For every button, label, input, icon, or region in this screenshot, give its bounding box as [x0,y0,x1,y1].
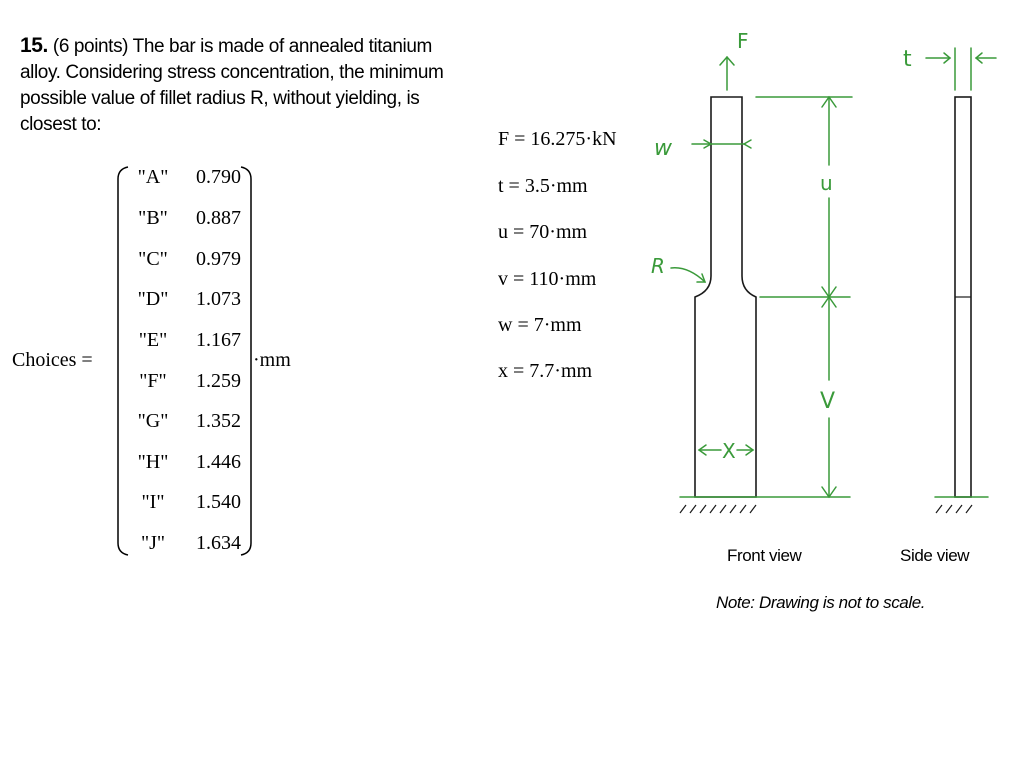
given-v: v = 110·mm [498,268,597,290]
choice-label: "A" [137,166,169,188]
given-force: F = 16.275·kN [498,128,617,150]
choice-value: 1.073 [196,288,241,310]
label-x: X [722,439,736,463]
given-x: x = 7.7·mm [498,360,593,382]
choice-label: "B" [138,207,168,229]
choice-label: "F" [139,370,167,392]
choice-value: 1.352 [196,410,241,432]
given-w: w = 7·mm [498,314,582,336]
problem-number: 15. [20,34,48,57]
side-view-caption: Side view [900,546,970,565]
scale-note: Note: Drawing is not to scale. [716,593,926,612]
label-force: F [737,29,749,53]
choice-label: "E" [138,329,168,351]
label-w: w [654,136,672,161]
label-r: R [651,254,665,278]
choices-units: ·mm [253,349,291,371]
choice-label: "I" [141,491,165,513]
choice-value: 0.887 [196,207,241,229]
label-t: t [903,47,912,72]
choice-label: "D" [137,288,169,310]
annotations [671,48,996,497]
choice-value: 1.634 [196,532,241,554]
choice-value: 1.446 [196,451,241,473]
annotation-labels [651,29,912,463]
choice-label: "C" [138,248,168,270]
label-u: u [820,171,833,195]
problem-text: (6 points) The bar is made of annealed titanium alloy. Considering stress concentration, the minimum possible value of fillet radius R, without yielding, is closest to: [20,36,444,135]
given-u: u = 70·mm [498,221,588,243]
label-v: V [820,389,836,414]
choice-value: 0.979 [196,248,241,270]
choice-value: 1.167 [196,329,241,351]
choice-label: "G" [137,410,169,432]
choice-label: "H" [137,451,169,473]
choice-value: 1.259 [196,370,241,392]
choice-label: "J" [140,532,166,554]
given-thickness: t = 3.5·mm [498,175,588,197]
choices-label: Choices = [12,349,93,371]
front-view-caption: Front view [727,546,802,565]
side-view-outline [936,97,972,513]
choice-value: 1.540 [196,491,241,513]
choice-value: 0.790 [196,166,241,188]
fillet-pointer [671,268,705,282]
